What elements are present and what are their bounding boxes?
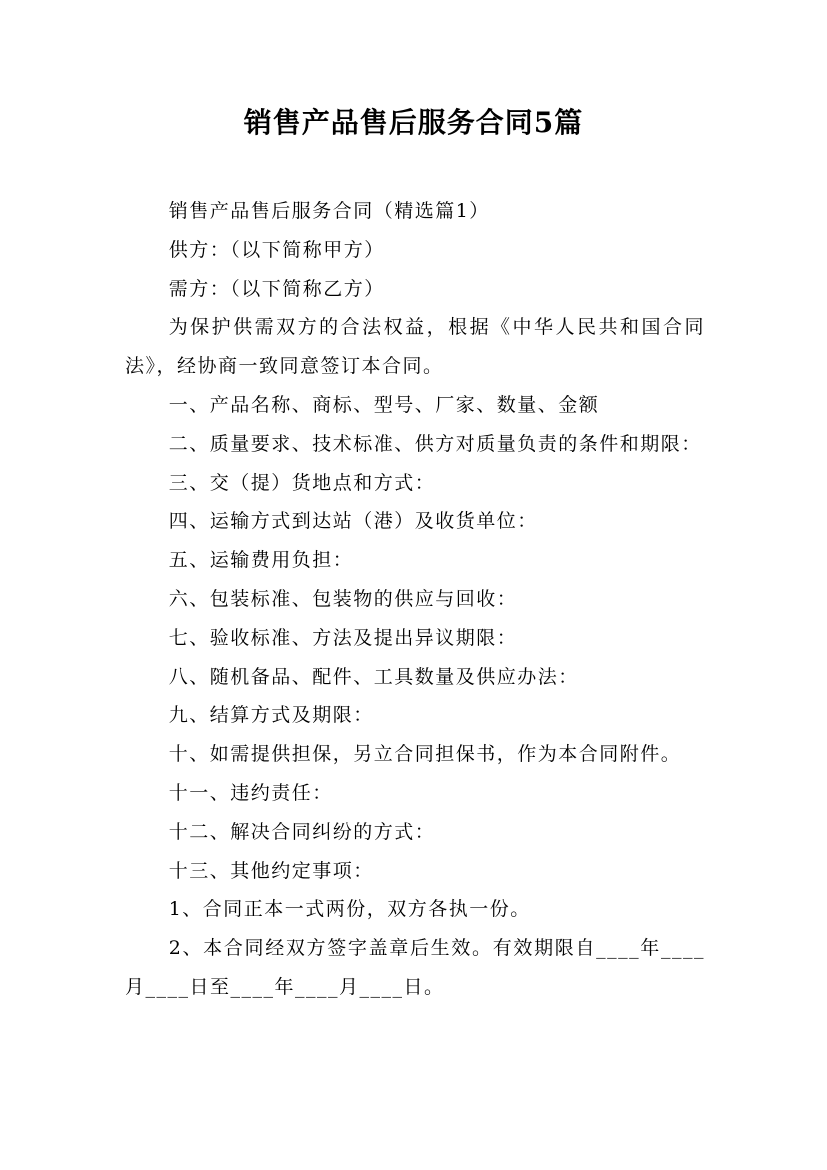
document-body [125,192,705,1007]
paragraph-clause-9: 九、结算方式及期限： [168,704,374,727]
paragraph-clause-7: 七、验收标准、方法及提出异议期限： [168,626,518,649]
paragraph-preamble: 为保护供需双方的合法权益，根据《中华人民共和国合同法》，经协商一致同意签订本合同。 [125,316,705,378]
paragraph-clause-2: 二、质量要求、技术标准、供方对质量负责的条件和期限： [168,432,702,455]
paragraph-clause-8: 八、随机备品、配件、工具数量及供应办法： [168,665,579,688]
paragraph-item-2: 2、本合同经双方签字盖章后生效。有效期限自____年____月____日至____年____月____日。 [125,937,705,998]
paragraph-item-1: 1、合同正本一式两份，双方各执一份。 [168,898,531,921]
document-title: 销售产品售后服务合同5篇 [243,106,584,139]
paragraph-clause-11: 十一、违约责任： [168,781,333,804]
paragraph-clause-10: 十、如需提供担保，另立合同担保书，作为本合同附件。 [168,743,682,766]
paragraph-buyer: 需方：（以下简称乙方） [168,277,385,300]
paragraph-clause-3: 三、交（提）货地点和方式： [168,471,436,494]
paragraph-clause-5: 五、运输费用负担： [168,549,354,572]
paragraph-clause-12: 十二、解决合同纠纷的方式： [168,820,436,843]
paragraph-clause-4: 四、运输方式到达站（港）及收货单位： [168,510,538,533]
paragraph-clause-1: 一、产品名称、商标、型号、厂家、数量、金额 [168,393,600,416]
paragraph-supplier: 供方：（以下简称甲方） [168,238,385,261]
paragraph-clause-13: 十三、其他约定事项： [168,859,374,882]
paragraph-section-heading: 销售产品售后服务合同（精选篇1） [168,200,490,222]
paragraph-clause-6: 六、包装标准、包装物的供应与回收： [168,587,518,610]
